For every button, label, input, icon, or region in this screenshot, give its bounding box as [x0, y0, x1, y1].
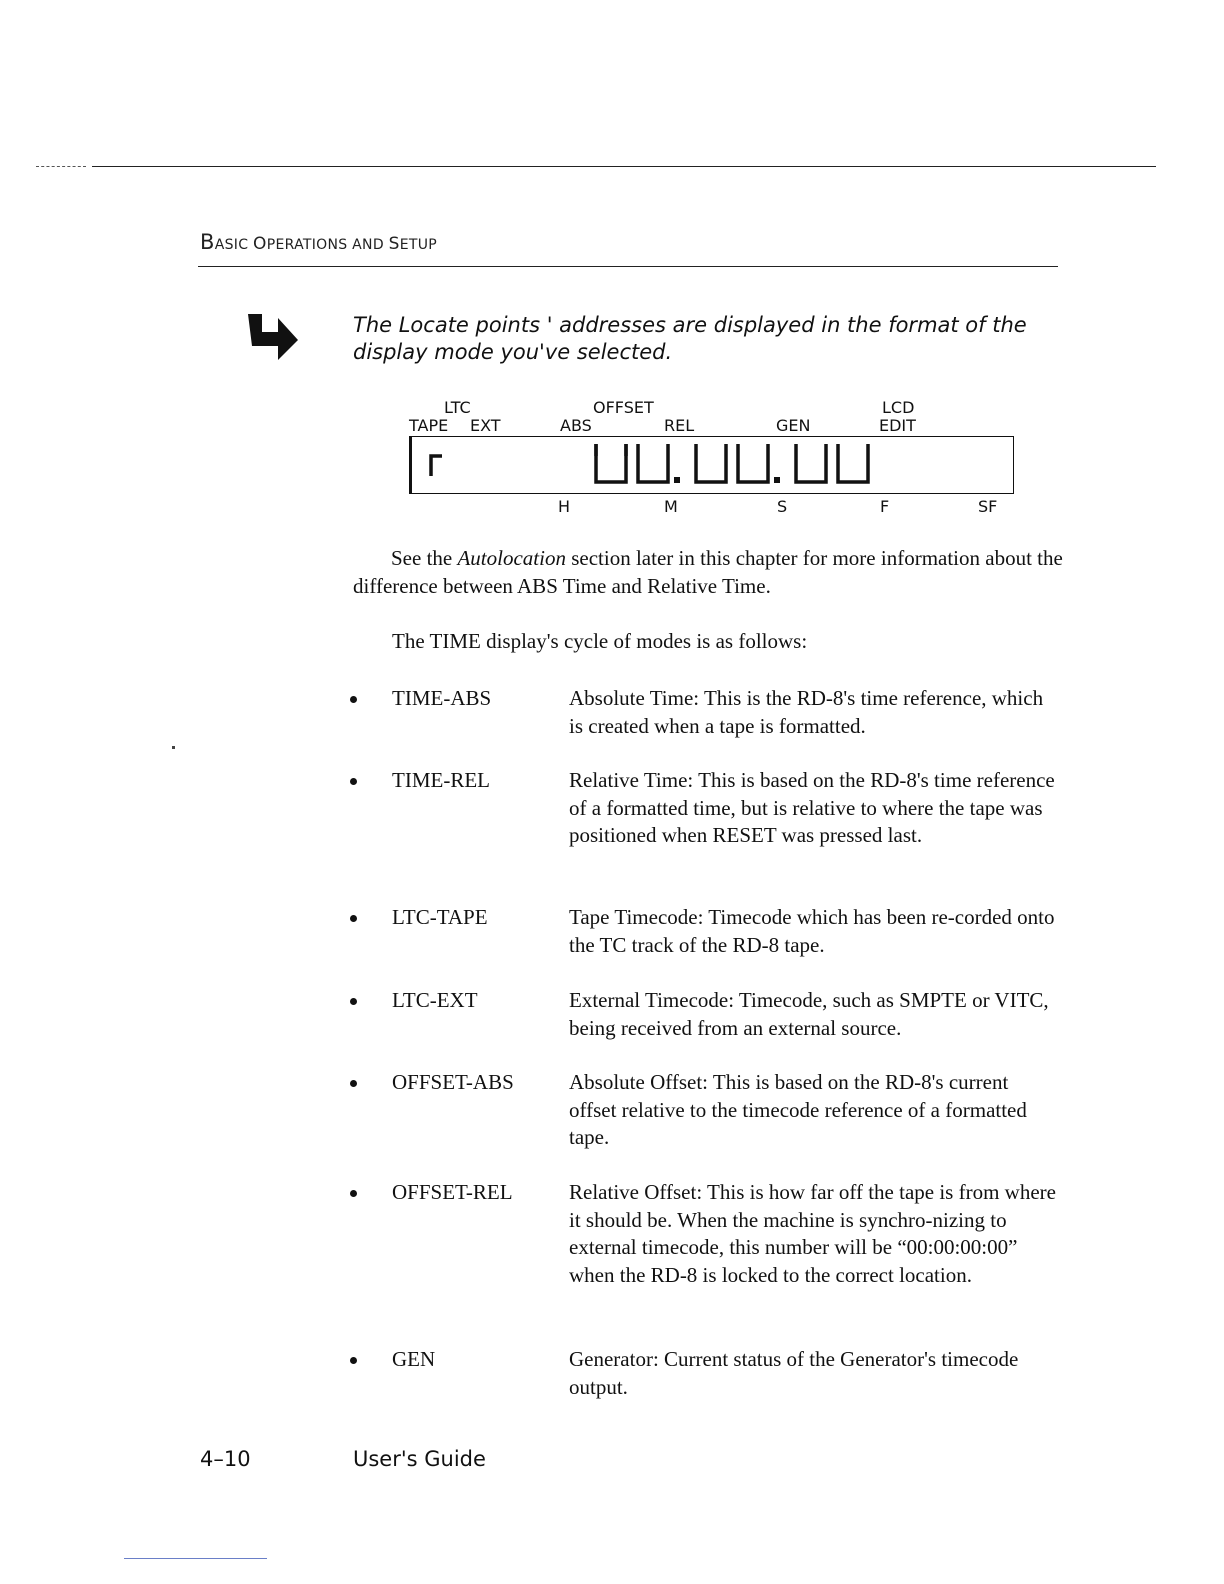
running-head — [200, 230, 437, 254]
bullet-icon — [350, 915, 357, 922]
autolocation-reference: Autolocation — [457, 546, 566, 570]
mode-description: Relative Time: This is based on the RD-8's time reference of a formatted time, but is relative to where the tape was positioned when RESET was pressed last. — [569, 768, 1055, 847]
lcd-digit-second-tens — [796, 444, 826, 482]
mode-name: OFFSET-ABS — [392, 1070, 514, 1094]
lcd-label-ext: EXT — [470, 416, 501, 435]
running-head-rest-2: PERATIONS AND — [266, 237, 389, 253]
autolocation-pre: See the — [391, 546, 458, 570]
bullet-icon — [350, 998, 357, 1005]
running-head-rule — [198, 266, 1058, 267]
bullet-icon — [350, 1357, 357, 1364]
lcd-label-tape: TAPE — [409, 416, 449, 435]
lcd-label-f: F — [880, 497, 890, 516]
mode-name: LTC-TAPE — [392, 905, 488, 929]
lcd-segment-digits — [400, 398, 1020, 498]
mode-description: External Timecode: Timecode, such as SMPTE or VITC, being received from an external source. — [569, 988, 1049, 1040]
arrow-icon — [246, 312, 300, 362]
locate-note: The Locate points ' addresses are displayed in the format of the display mode you've selected. — [353, 313, 1027, 364]
bullet-icon — [350, 778, 357, 785]
mode-description: Relative Offset: This is how far off the tape is from where it should be. When the machine is synchro-nizing to external timecode, this number will be “00:00:00:00” when the RD-8 is locked to the correct location. — [569, 1180, 1056, 1287]
lcd-label-sf: SF — [978, 497, 998, 516]
running-head-rest-1: ASIC — [214, 237, 254, 253]
lcd-label-s: S — [777, 497, 788, 516]
top-rule — [92, 166, 1156, 167]
bottom-rule — [124, 1558, 267, 1559]
bullet-icon — [350, 1190, 357, 1197]
running-head-cap-o: O — [253, 234, 267, 254]
lcd-digit-second-units — [838, 444, 868, 482]
scan-artifact — [172, 746, 175, 749]
lcd-digit-hour-tens — [596, 444, 626, 482]
autolocation-paragraph — [353, 545, 1073, 600]
page-number: 4–10 — [200, 1447, 251, 1471]
lcd-digit-hour-units — [638, 444, 668, 482]
mode-description: Absolute Offset: This is based on the RD-8's current offset relative to the timecode reference of a formatted tape. — [569, 1070, 1027, 1149]
running-head-cap-b: B — [200, 230, 215, 254]
autolocation-post: section later in this chapter for more information about the difference between ABS Time and Relative Time. — [353, 546, 1063, 598]
cycle-intro: The TIME display's cycle of modes is as follows: — [392, 629, 808, 653]
mode-name: TIME-REL — [392, 768, 490, 792]
bullet-icon — [350, 1080, 357, 1087]
running-head-cap-s: S — [388, 234, 400, 254]
mode-name: LTC-EXT — [392, 988, 478, 1012]
footer-guide-title: User's Guide — [353, 1447, 486, 1471]
lcd-label-lcd: LCD — [882, 398, 915, 417]
lcd-label-h: H — [558, 497, 571, 516]
bullet-icon — [350, 696, 357, 703]
lcd-label-ltc: LTC — [444, 398, 471, 417]
lcd-label-rel: REL — [664, 416, 695, 435]
lcd-digit-minute-tens — [696, 444, 726, 482]
lcd-separator-dot-2 — [774, 477, 780, 483]
lcd-mode-indicator — [431, 456, 442, 476]
mode-name: GEN — [392, 1347, 436, 1371]
lcd-label-offset: OFFSET — [593, 398, 654, 417]
mode-description: Absolute Time: This is the RD-8's time reference, which is created when a tape is formatted. — [569, 686, 1044, 738]
mode-description: Tape Timecode: Timecode which has been re-corded onto the TC track of the RD-8 tape. — [569, 905, 1055, 957]
lcd-display — [400, 398, 1020, 528]
lcd-label-m: M — [664, 497, 678, 516]
lcd-segment-tops-hours — [596, 444, 626, 456]
top-dashed-rule — [36, 166, 86, 167]
lcd-digit-minute-units — [738, 444, 768, 482]
lcd-label-abs: ABS — [560, 416, 592, 435]
mode-description: Generator: Current status of the Generator's timecode output. — [569, 1347, 1019, 1399]
lcd-label-gen: GEN — [776, 416, 811, 435]
mode-name: OFFSET-REL — [392, 1180, 513, 1204]
lcd-label-edit: EDIT — [879, 416, 916, 435]
lcd-separator-dot-1 — [674, 477, 680, 483]
mode-name: TIME-ABS — [392, 686, 492, 710]
running-head-rest-3: ETUP — [399, 237, 438, 253]
